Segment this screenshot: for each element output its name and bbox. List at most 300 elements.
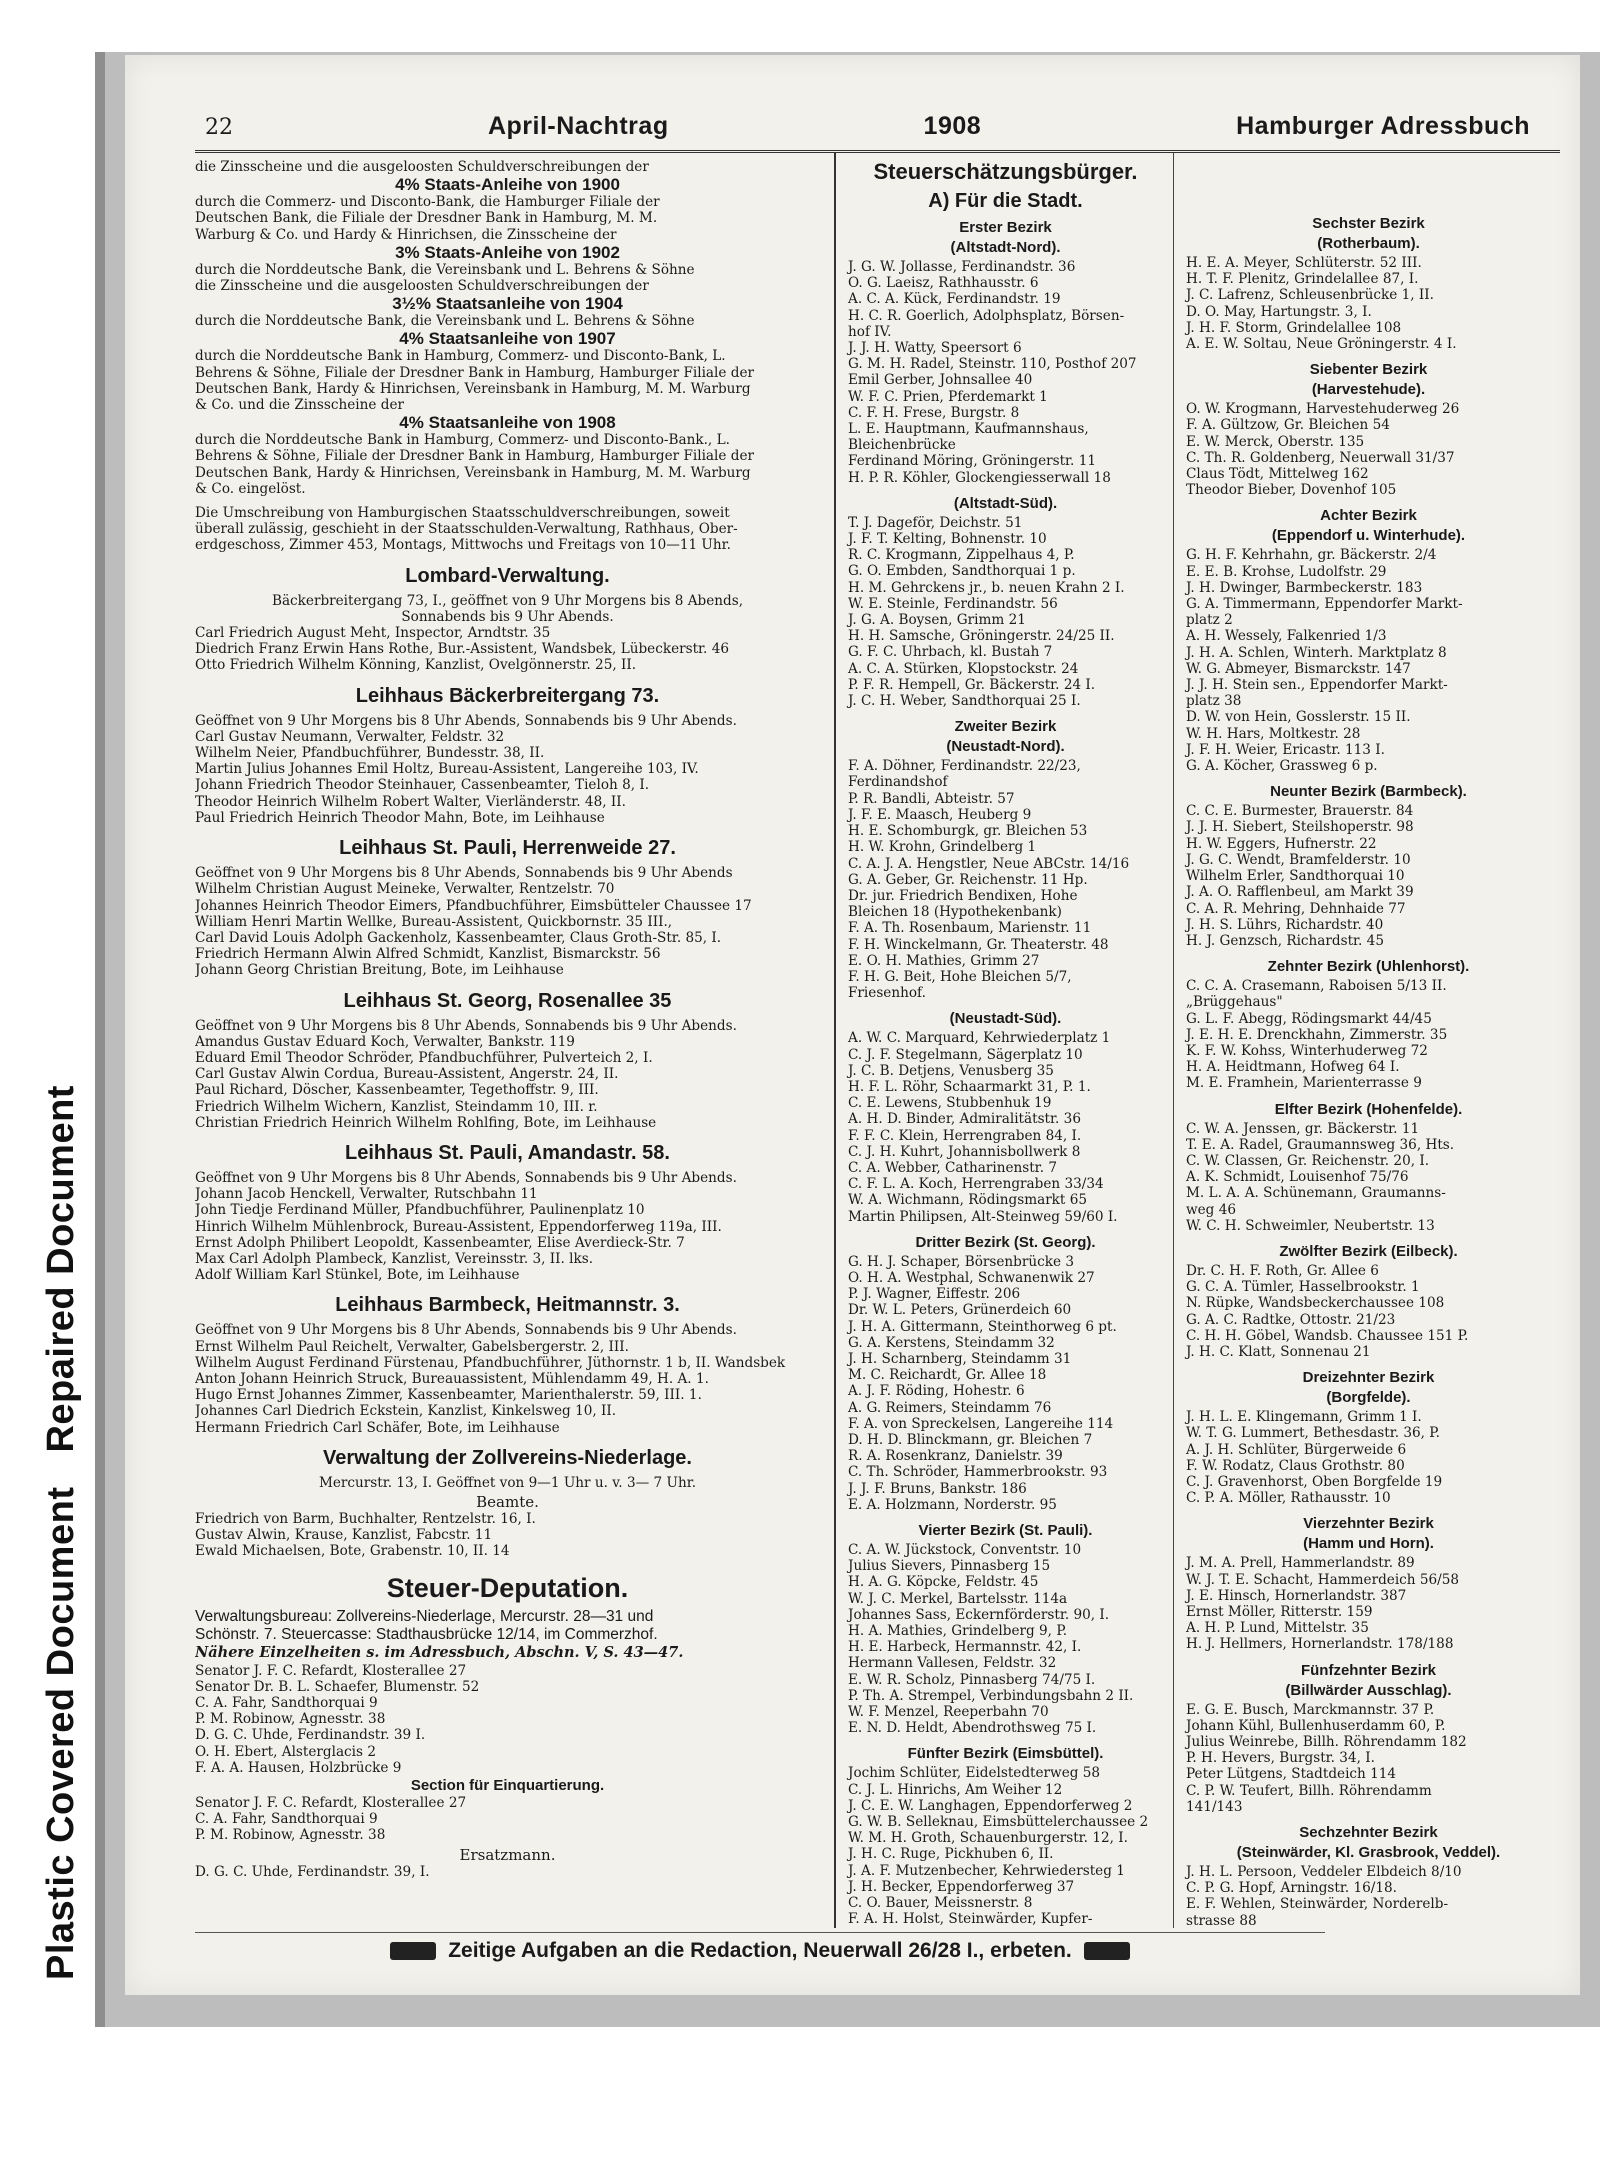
anleihe-1902-title: 3% Staats-Anleihe von 1902 [395,242,620,262]
entry-line: Warburg & Co. und Hardy & Hinrichsen, die Zinsscheine der [195,226,617,243]
entry-line: Theodor Heinrich Wilhelm Robert Walter, Vierländerstr. 48, II. [195,793,626,810]
entry-line: J. A. O. Rafflenbeul, am Markt 39 [1186,884,1414,901]
entry-line: D. W. von Hein, Gosslerstr. 15 II. [1186,709,1411,726]
entry-line: H. A. Mathies, Grindelberg 9, P. [848,1623,1068,1640]
entry-line: Ferdinand Möring, Gröningerstr. 11 [848,453,1096,470]
entry-line: P. J. Wagner, Eiffestr. 206 [848,1286,1021,1303]
columns [195,153,1560,1928]
entry-line: C. A. Webber, Catharinenstr. 7 [848,1159,1057,1176]
bezirk-6-list [1186,255,1551,352]
entry-line: Carl Gustav Alwin Cordua, Bureau-Assistent, Angerstr. 24, II. [195,1066,619,1083]
entry-line: D. O. May, Hartungstr. 3, I. [1186,303,1372,320]
entry-line: Adolf William Karl Stünkel, Bote, im Leihhause [195,1267,520,1284]
entry-line: Wilhelm Neier, Pfandbuchführer, Bundesstr. 38, II. [195,745,545,762]
entry-line: J. C. H. Weber, Sandthorquai 25 I. [848,693,1081,710]
section-title: April-Nachtrag [487,112,669,140]
entry-line: C. Th. Schröder, Hammerbrookstr. 93 [848,1464,1108,1481]
zollverein-beamte: Beamte. [476,1492,539,1511]
bezirk-9-list [1186,803,1551,949]
entry-line: C. J. Gravenhorst, Oben Borgfelde 19 [1186,1473,1443,1490]
entry-line: platz 38 [1186,693,1242,710]
book-title: Hamburger Adressbuch [1236,112,1530,140]
entry-line: Deutschen Bank, Hardy & Hinrichsen, Vereinsbank in Hamburg, M. M. Warburg [195,380,751,397]
entry-line: F. A. Gültzow, Gr. Bleichen 54 [1186,417,1390,434]
entry-line: Hermann Friedrich Carl Schäfer, Bote, im Leihhause [195,1419,560,1436]
entry-line: W. T. G. Lummert, Bethesdastr. 36, P. [1186,1425,1440,1442]
leihhaus-4-title: Leihhaus St. Pauli, Amandastr. 58. [345,1141,670,1164]
bezirk-9-title: Neunter Bezirk (Barmbeck). [1270,783,1467,801]
entry-line: R. C. Krogmann, Zippelhaus 4, P. [848,547,1075,564]
bezirk-4-list [848,1542,1163,1736]
repaired-stamp: Repaired Document [40,1085,82,1453]
entry-line: Theodor Bieber, Dovenhof 105 [1186,482,1397,499]
entry-line: A. J. H. Schlüter, Bürgerweide 6 [1186,1441,1407,1458]
entry-line: Claus Tödt, Mittelweg 162 [1186,466,1369,483]
bezirk-15-list [1186,1702,1551,1815]
entry-line: F. H. G. Beit, Hohe Bleichen 5/7, [848,968,1072,985]
entry-line: Behrens & Söhne, Filiale der Dresdner Bank in Hamburg, Hamburger Filiale der [195,364,754,381]
bezirk-12-title: Zwölfter Bezirk (Eilbeck). [1279,1242,1458,1260]
entry-line: A. W. C. Marquard, Kehrwiederplatz 1 [848,1030,1111,1047]
entry-line: M. C. Reichardt, Gr. Allee 18 [848,1367,1047,1384]
steuer-deputation-text [195,1608,820,1644]
year: 1908 [923,112,982,140]
entry-line: Ferdinandshof [848,774,948,791]
anleihe-1908-title: 4% Staatsanleihe von 1908 [399,413,616,433]
entry-line: Johannes Carl Diedrich Eckstein, Kanzlist, Kinkelsweg 10, II. [195,1403,617,1420]
entry-line: Hugo Ernst Johannes Zimmer, Kassenbeamter, Marienthalerstr. 59, III. 1. [195,1387,702,1404]
page-header [195,112,1560,153]
entry-line: C. P. G. Hopf, Arningstr. 16/18. [1186,1880,1397,1897]
entry-line: J. H. A. Schlen, Winterh. Marktplatz 8 [1186,644,1447,661]
entry-line: Ernst Wilhelm Paul Reichelt, Verwalter, Gabelsbergerstr. 2, III. [195,1338,629,1355]
entry-line: H. W. Eggers, Hufnerstr. 22 [1186,835,1377,852]
entry-line: J. H. L. Persoon, Veddeler Elbdeich 8/10 [1186,1864,1462,1881]
entry-line: F. A. A. Hausen, Holzbrücke 9 [195,1759,402,1776]
lombard-hours [195,593,820,625]
entry-line: H. T. F. Plenitz, Grindelallee 87, I. [1186,271,1419,288]
entry-line: C. Th. R. Goldenberg, Neuerwall 31/37 [1186,449,1455,466]
entry-line: J. G. A. Boysen, Grimm 21 [848,612,1026,629]
entry-line: J. H. Becker, Eppendorferweg 37 [848,1878,1075,1895]
entry-line: J. H. C. Klatt, Sonnenau 21 [1186,1343,1371,1360]
entry-line: K. F. W. Kohss, Winterhuderweg 72 [1186,1042,1428,1059]
entry-line: Martin Philipsen, Alt-Steinweg 59/60 I. [848,1208,1118,1225]
entry-line: Dr. jur. Friedrich Bendixen, Hohe [848,887,1078,904]
entry-line: Johann Georg Christian Breitung, Bote, im Leihhause [195,962,564,979]
entry-line: A. J. F. Röding, Hohestr. 6 [848,1383,1025,1400]
entry-line: E. A. Holzmann, Norderstr. 95 [848,1496,1057,1513]
entry-line: E. W. R. Scholz, Pinnasberg 74/75 I. [848,1671,1096,1688]
entry-line: D. H. D. Blinckmann, gr. Bleichen 7 [848,1432,1093,1448]
entry-line: J. H. S. Lührs, Richardstr. 40 [1186,916,1384,933]
leihhaus-1-staff [195,729,820,826]
leihhaus-2-title: Leihhaus St. Pauli, Herrenweide 27. [339,837,676,860]
leihhaus-5-hours: Geöffnet von 9 Uhr Morgens bis 8 Uhr Abends, Sonnabends bis 9 Uhr Abends. [195,1322,737,1339]
entry-line: C. J. H. Kuhrt, Johannisbollwerk 8 [848,1143,1081,1160]
bezirk-5-list [848,1765,1163,1928]
entry-line: Dr. W. L. Peters, Grünerdeich 60 [848,1302,1072,1319]
entry-line: C. J. L. Hinrichs, Am Weiher 12 [848,1781,1063,1798]
leihhaus-1-title: Leihhaus Bäckerbreitergang 73. [355,684,660,707]
entry-line: Dr. C. H. F. Roth, Gr. Allee 6 [1186,1262,1379,1279]
entry-line: A. K. Schmidt, Louisenhof 75/76 [1186,1169,1409,1186]
entry-line: Deutschen Bank, Hardy & Hinrichsen, Vereinsbank in Hamburg, M. M. Warburg [195,464,751,481]
entry-line: Sonnabends bis 9 Uhr Abends. [401,608,614,625]
pointing-hand-icon [390,1942,436,1960]
entry-line: Amandus Gustav Eduard Koch, Verwalter, Bankstr. 119 [195,1033,575,1050]
entry-line: H. J. Hellmers, Hornerlandstr. 178/188 [1186,1636,1454,1653]
entry-line: F. W. Rodatz, Claus Grothstr. 80 [1186,1457,1405,1474]
entry-line: erdgeschoss, Zimmer 453, Montags, Mittwochs und Freitags von 10—11 Uhr. [195,537,731,554]
bezirk-13-list [1186,1409,1551,1506]
entry-line: Eduard Emil Theodor Schröder, Pfandbuchführer, Pulverteich 2, I. [195,1049,653,1066]
entry-line: Ernst Möller, Ritterstr. 159 [1186,1604,1373,1620]
bezirk-13-sub: (Borgfelde). [1326,1389,1411,1407]
entry-line: J. F. E. Maasch, Heuberg 9 [848,806,1032,823]
entry-line: Diedrich Franz Erwin Hans Rothe, Bur.-Assistent, Wandsbek, Lübeckerstr. 46 [195,641,729,658]
entry-line: C. A. Fahr, Sandthorquai 9 [195,1811,378,1828]
bezirk-7-title: Siebenter Bezirk [1309,361,1428,379]
entry-line: Johann Friedrich Theodor Steinhauer, Cassenbeamter, Tieloh 8, I. [195,777,650,794]
entry-line: Julius Sievers, Pinnasberg 15 [848,1558,1051,1575]
entry-line: J. H. A. Gittermann, Steinthorweg 6 pt. [848,1318,1117,1335]
entry-line: J. G. C. Wendt, Bramfelderstr. 10 [1186,851,1411,868]
entry-line: J. C. Lafrenz, Schleusenbrücke 1, II. [1186,287,1434,304]
entry-line: durch die Norddeutsche Bank in Hamburg, Commerz- und Disconto-Bank, L. [195,348,726,365]
lombard-staff [195,625,820,674]
entry-line: C. A. Fahr, Sandthorquai 9 [195,1695,378,1711]
entry-line: F. A. H. Holst, Steinwärder, Kupfer- [848,1911,1093,1928]
plastic-covered-stamp: Plastic Covered Document [40,1486,82,1980]
bezirk-8-title: Achter Bezirk [1320,507,1417,525]
entry-line: C. W. A. Jenssen, gr. Bäckerstr. 11 [1186,1120,1420,1137]
entry-line: die Zinsscheine und die ausgeloosten Schuldverschreibungen der [195,278,649,295]
entry-line: J. A. F. Mutzenbecher, Kehrwiedersteg 1 [848,1862,1125,1879]
entry-line: P. M. Robinow, Agnesstr. 38 [195,1827,386,1844]
anleihe-1900-title: 4% Staats-Anleihe von 1900 [395,175,620,195]
entry-line: P. Th. A. Strempel, Verbindungsbahn 2 II. [848,1687,1134,1704]
entry-line: G. H. J. Schaper, Börsenbrücke 3 [848,1253,1074,1270]
entry-line: William Henri Martin Wellke, Bureau-Assistent, Quickbornstr. 35 III., [195,913,673,930]
entry-line: hof IV. [848,323,892,340]
entry-line: W. E. Steinle, Ferdinandstr. 56 [848,595,1058,612]
steuer-deputation-note: Nähere Einzelheiten s. im Adressbuch, Abschn. V, S. 43—47. [195,1643,684,1661]
ersatzmann-title: Ersatzmann. [459,1845,556,1864]
entry-line: J. H. Scharnberg, Steindamm 31 [848,1350,1072,1367]
bezirk-15-sub: (Billwärder Ausschlag). [1285,1681,1452,1699]
einquartierung-title: Section für Einquartierung. [410,1777,605,1795]
entry-line: Paul Richard, Döscher, Kassenbeamter, Tegethoffstr. 9, III. [195,1082,599,1099]
entry-line: F. A. von Spreckelsen, Langereihe 114 [848,1415,1114,1432]
entry-line: F. H. Winckelmann, Gr. Theaterstr. 48 [848,936,1109,953]
leihhaus-2-staff [195,881,820,978]
entry-line: Johannes Sass, Eckernförderstr. 90, I. [848,1606,1110,1623]
anleihe-1904-title: 3½% Staatsanleihe von 1904 [392,294,623,314]
entry-line: 141/143 [1186,1798,1243,1815]
steuer-deputation-title: Steuer-Deputation. [386,1572,629,1603]
entry-line: Johannes Heinrich Theodor Eimers, Pfandbuchführer, Eimsbütteler Chaussee 17 [195,897,752,914]
entry-line: T. J. Dageför, Deichstr. 51 [848,514,1023,531]
bezirk-2-sub-nord: (Neustadt-Nord). [946,738,1065,756]
entry-line: Peter Lütgens, Stadtdeich 114 [1186,1766,1397,1783]
entry-line: Carl Friedrich August Meht, Inspector, Arndtstr. 35 [195,625,551,642]
entry-line: G. F. C. Uhrbach, kl. Bustah 7 [848,644,1053,661]
ersatzmann-member: D. G. C. Uhde, Ferdinandstr. 39, I. [195,1863,430,1880]
entry-line: Schönstr. 7. Steuercasse: Stadthausbrücke 12/14, im Commerzhof. [195,1625,658,1643]
entry-line: W. J. C. Merkel, Bartelsstr. 114a [848,1590,1068,1607]
leihhaus-3-title: Leihhaus St. Georg, Rosenallee 35 [343,989,672,1012]
leihhaus-5-staff [195,1339,820,1436]
entry-line: A. C. A. Kück, Ferdinandstr. 19 [848,291,1061,308]
entry-line: Bäckerbreitergang 73, I., geöffnet von 9 Uhr Morgens bis 8 Abends, [271,592,744,609]
steuerschaetzung-subtitle: A) Für die Stadt. [928,190,1083,212]
entry-line: P. R. Bandli, Abteistr. 57 [848,790,1015,807]
page [195,112,1560,1992]
entry-line: A. C. A. Stürken, Klopstockstr. 24 [848,660,1079,677]
entry-line: E. O. H. Mathies, Grimm 27 [848,952,1040,969]
lombard-title: Lombard-Verwaltung. [405,564,610,587]
entry-line: H. W. Krohn, Grindelberg 1 [848,839,1037,856]
bezirk-2-nord-list [848,758,1163,1001]
pointing-hand-icon [1084,1942,1130,1960]
entry-line: & Co. und die Zinsscheine der [195,397,404,414]
bezirk-3-title: Dritter Bezirk (St. Georg). [915,1233,1096,1251]
entry-line: Carl David Louis Adolph Gackenholz, Kassenbeamter, Claus Groth-Str. 85, I. [195,929,722,946]
entry-line: Max Carl Adolph Plambeck, Kanzlist, Vereinsstr. 3, II. lks. [195,1250,594,1267]
entry-line: Anton Johann Heinrich Struck, Bureauassistent, Mühlendamm 49, H. A. 1. [195,1370,709,1387]
leihhaus-5-title: Leihhaus Barmbeck, Heitmannstr. 3. [335,1294,680,1317]
entry-line: E. E. B. Krohse, Ludolfstr. 29 [1186,563,1387,580]
entry-line: C. P. A. Möller, Rathausstr. 10 [1186,1490,1391,1507]
entry-line: durch die Norddeutsche Bank in Hamburg, Commerz- und Disconto-Bank., L. [195,432,730,449]
bezirk-10-title: Zehnter Bezirk (Uhlenhorst). [1267,958,1470,976]
anleihe-1908-text [195,432,820,497]
column-left [195,153,836,1928]
anleihe-1907-text [195,348,820,413]
entry-line: F. A. Döhner, Ferdinandstr. 22/23, [848,758,1081,775]
entry-line: P. F. R. Hempell, Gr. Bäckerstr. 24 I. [848,676,1096,693]
bezirk-1-title: Erster Bezirk [959,219,1052,236]
bezirk-14-list [1186,1555,1551,1652]
entry-line: C. J. F. Stegelmann, Sägerplatz 10 [848,1046,1083,1063]
entry-line: W. J. T. E. Schacht, Hammerdeich 56/58 [1186,1571,1460,1588]
entry-line: G. M. H. Radel, Steinstr. 110, Posthof 207 [848,356,1137,373]
entry-line: A. H. P. Lund, Mittelstr. 35 [1186,1620,1369,1637]
bezirk-10-list [1186,978,1551,1091]
entry-line: C. W. Classen, Gr. Reichenstr. 20, I. [1186,1152,1430,1169]
bezirk-4-title: Vierter Bezirk (St. Pauli). [918,1522,1093,1540]
leihhaus-4-hours: Geöffnet von 9 Uhr Morgens bis 8 Uhr Abends, Sonnabends bis 9 Uhr Abends. [195,1169,737,1186]
entry-line: Hinrich Wilhelm Mühlenbrock, Bureau-Assistent, Eppendorferweg 119a, III. [195,1218,722,1235]
entry-line: Gustav Alwin, Krause, Kanzlist, Fabcstr. 11 [195,1527,493,1544]
entry-line: F. F. C. Klein, Herrengraben 84, I. [848,1127,1082,1144]
entry-line: Christian Friedrich Heinrich Wilhelm Rohlfing, Bote, im Leihhause [195,1114,657,1131]
bezirk-14-sub: (Hamm und Horn). [1303,1535,1434,1553]
entry-line: O. H. A. Westphal, Schwanenwik 27 [848,1269,1095,1286]
entry-line: O. W. Krogmann, Harvestehuderweg 26 [1186,401,1460,418]
entry-line: L. E. Hauptmann, Kaufmannshaus, [848,421,1089,438]
bezirk-11-list [1186,1121,1551,1234]
entry-line: C. A. J. A. Hengstler, Neue ABCstr. 14/16 [848,855,1130,872]
entry-line: C. O. Bauer, Meissnerstr. 8 [848,1895,1033,1912]
column-middle [836,153,1174,1928]
entry-line: G. A. Kerstens, Steindamm 32 [848,1334,1055,1351]
entry-line: W. F. C. Prien, Pferdemarkt 1 [848,388,1048,405]
entry-line: P. H. Hevers, Burgstr. 34, I. [1186,1750,1375,1767]
bezirk-1-sub-sued: (Altstadt-Süd). [953,494,1058,512]
entry-line: J. C. B. Detjens, Venusberg 35 [848,1062,1054,1079]
footer-text: Zeitige Aufgaben an die Redaction, Neuerwall 26/28 I., erbeten. [448,1939,1072,1962]
entry-line: J. F. H. Weier, Ericastr. 113 I. [1186,741,1385,758]
entry-line: W. H. Hars, Moltkestr. 28 [1186,725,1361,742]
bezirk-16-sub: (Steinwärder, Kl. Grasbrook, Veddel). [1236,1844,1501,1862]
bezirk-1-nord-list [848,259,1163,486]
entry-line: durch die Norddeutsche Bank, die Vereinsbank und L. Behrens & Söhne [195,313,695,330]
entry-line: C. A. R. Mehring, Dehnhaide 77 [1186,900,1406,917]
entry-line: Verwaltungsbureau: Zollvereins-Niederlage, Mercurstr. 28—31 und [195,1607,654,1625]
entry-line: E. G. E. Busch, Marckmannstr. 37 P. [1186,1701,1435,1718]
entry-line: J. J. H. Watty, Speersort 6 [848,340,1022,357]
entry-line: Julius Weinrebe, Billh. Röhrendamm 182 [1186,1734,1467,1751]
leihhaus-4-staff [195,1186,820,1283]
entry-line: A. H. D. Binder, Admiralitätstr. 36 [848,1111,1081,1128]
entry-line: H. E. Schomburgk, gr. Bleichen 53 [848,823,1088,840]
preservation-stamps [40,1085,83,1980]
bezirk-13-title: Dreizehnter Bezirk [1302,1369,1435,1387]
bezirk-2-sued-list [848,1030,1163,1224]
bezirk-7-list [1186,401,1551,498]
entry-line: G. L. F. Abegg, Rödingsmarkt 44/45 [1186,1010,1432,1027]
entry-line: J. F. T. Kelting, Bohnenstr. 10 [848,531,1047,548]
zollverein-title: Verwaltung der Zollvereins-Niederlage. [322,1446,692,1469]
zollverein-staff [195,1511,820,1560]
entry-line: G. H. F. Kehrhahn, gr. Bäckerstr. 2/4 [1186,547,1437,564]
entry-line: F. A. Th. Rosenbaum, Marienstr. 11 [848,920,1092,937]
bezirk-8-sub: (Eppendorf u. Winterhude). [1271,527,1466,545]
entry-line: T. E. A. Radel, Graumannsweg 36, Hts. [1186,1136,1455,1153]
bezirk-1-sued-list [848,515,1163,709]
entry-line: W. F. Menzel, Reeperbahn 70 [848,1704,1049,1721]
entry-line: Ewald Michaelsen, Bote, Grabenstr. 10, II. 14 [195,1543,510,1560]
entry-line: G. A. Timmermann, Eppendorfer Markt- [1186,596,1463,613]
leihhaus-3-hours: Geöffnet von 9 Uhr Morgens bis 8 Uhr Abends, Sonnabends bis 9 Uhr Abends. [195,1017,737,1034]
bezirk-7-sub: (Harvestehude). [1311,381,1426,399]
entry-line: E. W. Merck, Oberstr. 135 [1186,433,1365,450]
entry-line: W. G. Abmeyer, Bismarckstr. 147 [1186,660,1411,677]
entry-line: weg 46 [1186,1201,1237,1218]
entry-line: C. C. E. Burmester, Brauerstr. 84 [1186,803,1414,820]
entry-line: R. A. Rosenkranz, Danielstr. 39 [848,1448,1063,1465]
bezirk-5-title: Fünfter Bezirk (Eimsbüttel). [907,1745,1104,1763]
entry-line: N. Rüpke, Wandsbeckerchaussee 108 [1186,1295,1445,1312]
entry-line: H. E. A. Meyer, Schlüterstr. 52 III. [1186,255,1422,271]
anleihe-1902-text [195,262,820,294]
entry-line: G. A. Geber, Gr. Reichenstr. 11 Hp. [848,871,1088,888]
entry-line: J. M. A. Prell, Hammerlandstr. 89 [1186,1555,1415,1572]
anleihe-1904-text [195,313,820,329]
entry-line: Deutschen Bank, die Filiale der Dresdner Bank in Hamburg, M. M. [195,210,658,227]
entry-line: & Co. eingelöst. [195,480,306,497]
entry-line: C. C. A. Crasemann, Raboisen 5/13 II. [1186,978,1447,995]
entry-line: A. E. W. Soltau, Neue Gröningerstr. 4 I. [1186,336,1457,353]
anleihe-1900-text [195,194,820,243]
entry-line: H. P. R. Köhler, Glockengiesserwall 18 [848,469,1111,486]
leihhaus-2-hours: Geöffnet von 9 Uhr Morgens bis 8 Uhr Abends, Sonnabends bis 9 Uhr Abends [195,865,733,882]
column-right [1174,153,1551,1928]
entry-line: J. H. L. E. Klingemann, Grimm 1 I. [1186,1409,1422,1426]
entry-line: J. E. H. E. Drenckhahn, Zimmerstr. 35 [1186,1026,1448,1043]
entry-line: durch die Norddeutsche Bank, die Vereinsbank und L. Behrens & Söhne [195,261,695,278]
leihhaus-1-hours: Geöffnet von 9 Uhr Morgens bis 8 Uhr Abends, Sonnabends bis 9 Uhr Abends. [195,712,737,729]
entry-line: A. G. Reimers, Steindamm 76 [848,1399,1052,1416]
bezirk-2-title: Zweiter Bezirk [954,718,1057,736]
entry-line: H. E. Harbeck, Hermannstr. 42, I. [848,1639,1082,1656]
entry-line: J. H. Dwinger, Barmbeckerstr. 183 [1186,579,1423,596]
entry-line: Friedrich von Barm, Buchhalter, Rentzelstr. 16, I. [195,1510,536,1527]
bezirk-15-title: Fünfzehnter Bezirk [1300,1661,1436,1679]
entry-line: E. N. D. Heldt, Abendrothsweg 75 I. [848,1720,1097,1737]
entry-line: J. J. F. Bruns, Bankstr. 186 [848,1480,1027,1497]
entry-line [848,1927,1163,1928]
entry-line: A. H. Wessely, Falkenried 1/3 [1186,628,1387,645]
entry-line: John Tiedje Ferdinand Müller, Pfandbuchführer, Paulinenplatz 10 [195,1202,645,1219]
bezirk-12-list [1186,1263,1551,1360]
entry-line: H. H. Samsche, Gröningerstr. 24/25 II. [848,628,1115,645]
entry-line: Martin Julius Johannes Emil Holtz, Bureau-Assistent, Langereihe 103, IV. [195,761,699,778]
entry-line: C. P. W. Teufert, Billh. Röhrendamm [1186,1782,1432,1799]
entry-line: platz 2 [1186,612,1233,629]
entry-line: P. M. Robinow, Agnesstr. 38 [195,1711,386,1728]
intro-text: die Zinsscheine und die ausgeloosten Schuldverschreibungen der [195,159,649,175]
anleihe-1907-title: 4% Staatsanleihe von 1907 [399,329,616,349]
entry-line: Johann Jacob Henckell, Verwalter, Rutschbahn 11 [195,1186,538,1203]
entry-line: strasse 88 [1186,1912,1257,1928]
bezirk-2-sub-sued: (Neustadt-Süd). [949,1010,1062,1028]
entry-line: Friedrich Hermann Alwin Alfred Schmidt, Kanzlist, Bismarckstr. 56 [195,946,661,963]
entry-line: E. F. Wehlen, Steinwärder, Norderelb- [1186,1896,1449,1913]
bezirk-16-list [1186,1864,1551,1928]
entry-line: C. E. Lewens, Stubbenhuk 19 [848,1095,1052,1112]
entry-line: J. J. H. Siebert, Steilshoperstr. 98 [1186,819,1414,836]
bezirk-1-sub-nord: (Altstadt-Nord). [950,239,1061,256]
entry-line: durch die Commerz- und Disconto-Bank, die Hamburger Filiale der [195,194,660,211]
umschreibung-text [195,505,820,554]
entry-line: W. C. H. Schweimler, Neubertstr. 13 [1186,1217,1435,1234]
steuerschaetzung-title: Steuerschätzungsbürger. [873,159,1138,184]
entry-line: Senator J. F. C. Refardt, Klosterallee 27 [195,1795,467,1812]
entry-line: O. G. Laeisz, Rathhausstr. 6 [848,275,1039,292]
bezirk-16-title: Sechzehnter Bezirk [1299,1824,1438,1842]
entry-line: H. A. G. Köpcke, Feldstr. 45 [848,1574,1039,1591]
entry-line: Behrens & Söhne, Filiale der Dresdner Bank in Hamburg, Hamburger Filiale der [195,448,754,465]
entry-line: Die Umschreibung von Hamburgischen Staatsschuldverschreibungen, soweit [195,505,730,522]
entry-line: „Brüggehaus" [1186,994,1283,1011]
bezirk-3-list [848,1254,1163,1513]
entry-line: J. E. Hinsch, Hornerlandstr. 387 [1186,1587,1407,1604]
entry-line: J. J. H. Stein sen., Eppendorfer Markt- [1186,677,1448,694]
entry-line: C. A. W. Jückstock, Conventstr. 10 [848,1542,1082,1559]
entry-line: Johann Kühl, Bullenhuserdamm 60, P. [1186,1717,1446,1734]
entry-line: J. C. E. W. Langhagen, Eppendorferweg 2 [848,1797,1133,1814]
bezirk-8-list [1186,547,1551,774]
entry-line: Otto Friedrich Wilhelm Könning, Kanzlist, Ovelgönnerstr. 25, II. [195,657,637,674]
bezirk-11-title: Elfter Bezirk (Hohenfelde). [1274,1100,1463,1118]
page-number: 22 [205,115,233,140]
entry-line: C. F. L. A. Koch, Herrengraben 33/34 [848,1176,1104,1193]
entry-line: Wilhelm Erler, Sandthorquai 10 [1186,868,1405,885]
entry-line: Bleichen 18 (Hypothekenbank) [848,904,1062,921]
